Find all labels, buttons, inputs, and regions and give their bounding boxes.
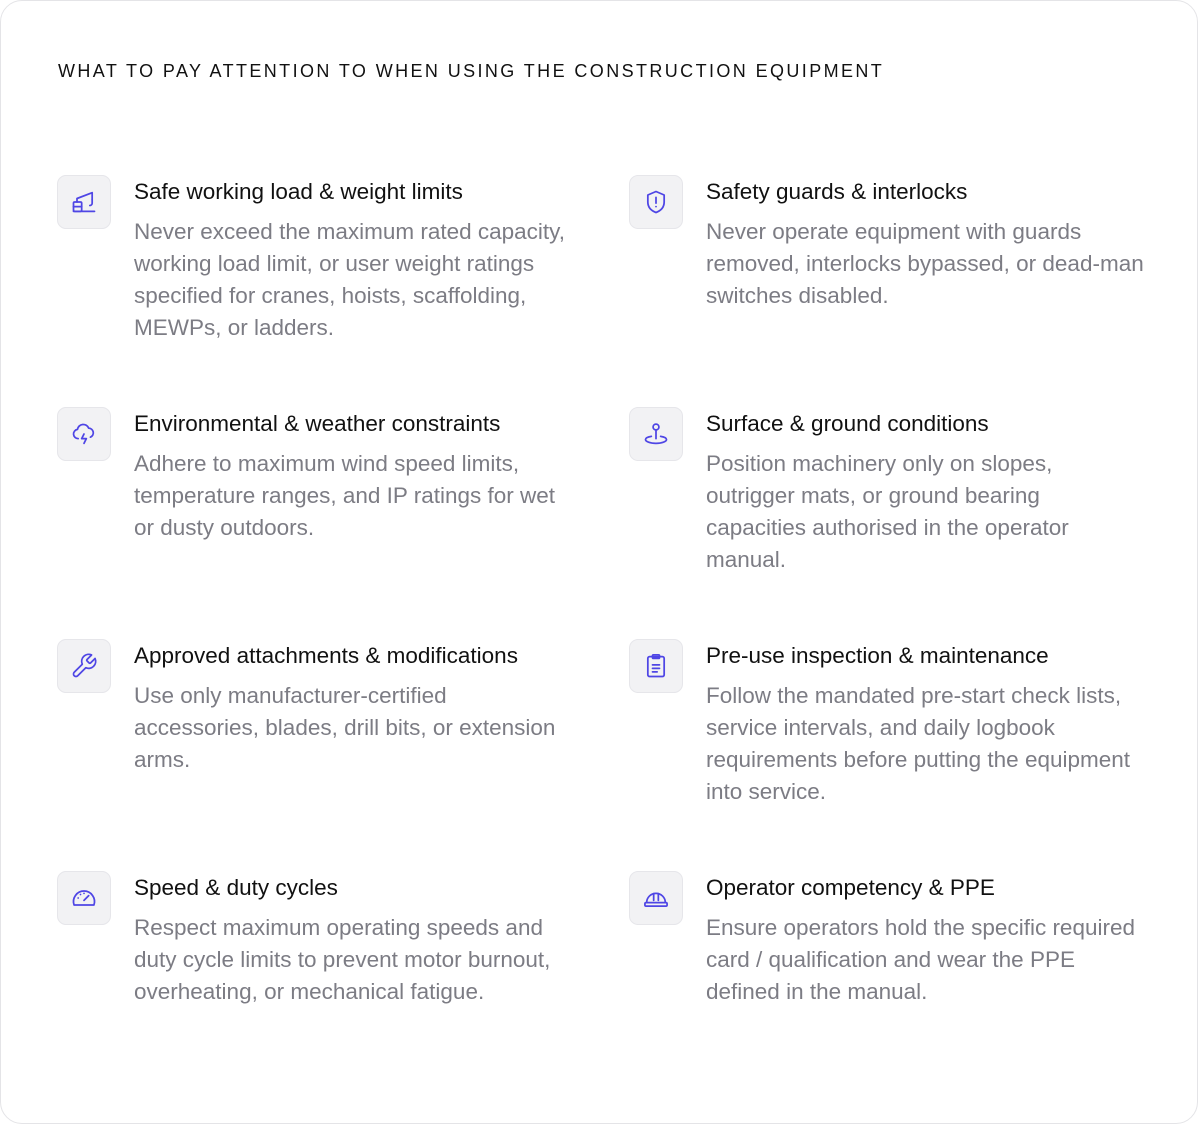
cloud-lightning-icon	[57, 407, 111, 461]
item-title: Safety guards & interlocks	[706, 179, 968, 204]
map-pin-icon	[629, 407, 683, 461]
item-description: Never operate equipment with guards removed, interlocks bypassed, or dead-man switches disabled.	[706, 219, 1144, 308]
item-description: Use only manufacturer-certified accessories, blades, drill bits, or extension arms.	[134, 683, 556, 772]
item-description: Ensure operators hold the specific required card / qualification and wear the PPE defined in the manual.	[706, 915, 1135, 1004]
item-description: Never exceed the maximum rated capacity, working load limit, or user weight ratings specified for cranes, hoists, scaffolding, MEWPs, or ladders.	[134, 219, 566, 340]
item-description: Respect maximum operating speeds and duty cycle limits to prevent motor burnout, overheating, or mechanical fatigue.	[134, 915, 551, 1004]
gauge-icon	[57, 871, 111, 925]
item-description: Follow the mandated pre-start check lists, service intervals, and daily logbook requirements before putting the equipment into service.	[706, 683, 1131, 804]
item-title: Operator competency & PPE	[706, 875, 995, 900]
item-title: Pre-use inspection & maintenance	[706, 643, 1049, 668]
item-description: Adhere to maximum wind speed limits, temperature ranges, and IP ratings for wet or dusty outdoors.	[134, 451, 556, 540]
wrench-icon	[57, 639, 111, 693]
item-title: Approved attachments & modifications	[134, 643, 518, 668]
item-title: Surface & ground conditions	[706, 411, 989, 436]
item-description: Position machinery only on slopes, outrigger mats, or ground bearing capacities authorised in the operator manual.	[706, 451, 1069, 572]
clipboard-icon	[629, 639, 683, 693]
item-title: Speed & duty cycles	[134, 875, 338, 900]
section-heading: WHAT TO PAY ATTENTION TO WHEN USING THE CONSTRUCTION EQUIPMENT	[58, 61, 885, 81]
item-title: Environmental & weather constraints	[134, 411, 501, 436]
hard-hat-icon	[629, 871, 683, 925]
shield-alert-icon	[629, 175, 683, 229]
crane-icon	[57, 175, 111, 229]
item-title: Safe working load & weight limits	[134, 179, 463, 204]
